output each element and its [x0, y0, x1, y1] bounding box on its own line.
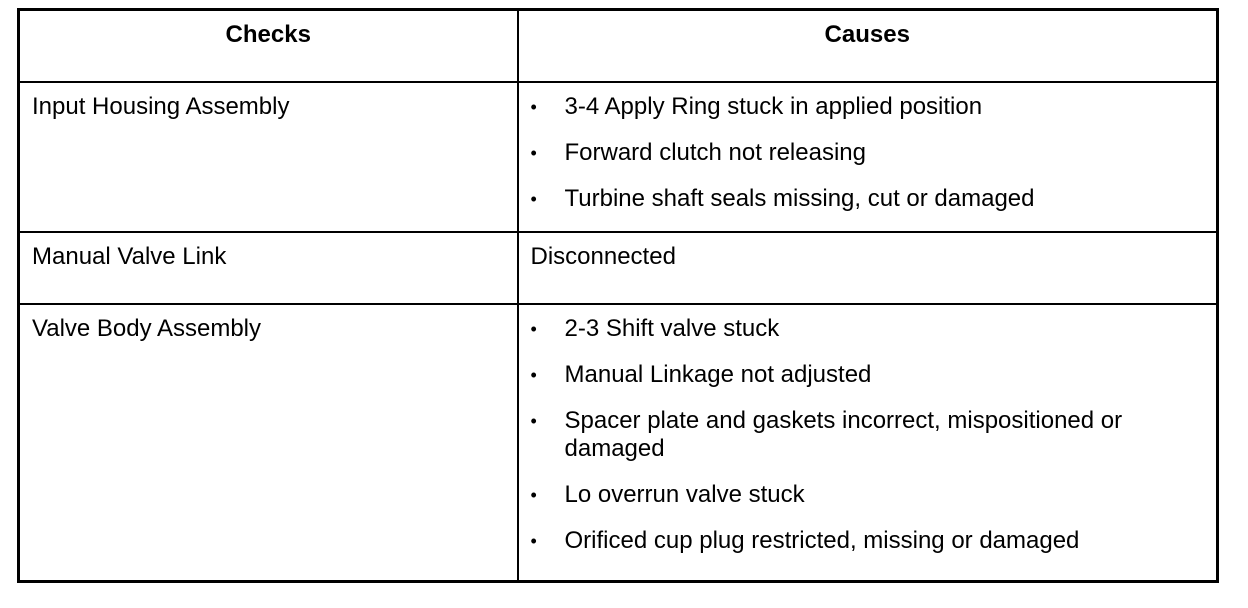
- table-header-row: [19, 10, 1218, 82]
- causes-cell: [518, 82, 1218, 232]
- check-cell: Manual Valve Link: [19, 232, 518, 304]
- cause-text: Lo overrun valve stuck: [564, 480, 805, 508]
- cause-item: [531, 481, 1217, 509]
- cause-text: 3-4 Apply Ring stuck in applied position: [564, 92, 983, 120]
- header-causes: Causes: [518, 10, 1218, 82]
- cause-item: [531, 139, 1217, 167]
- bullet-icon: •: [530, 96, 537, 117]
- bullet-icon: •: [530, 410, 537, 431]
- check-cell: Input Housing Assembly: [19, 82, 518, 232]
- cause-item: [531, 315, 1217, 343]
- bullet-icon: •: [530, 188, 537, 209]
- causes-cell: [518, 304, 1218, 582]
- check-cell: Valve Body Assembly: [19, 304, 518, 582]
- cause-item: [531, 361, 1217, 389]
- cause-text: Orificed cup plug restricted, missing or damaged: [564, 526, 1080, 554]
- table-row: [19, 82, 1218, 232]
- cause-item: [531, 185, 1217, 213]
- cause-text: Forward clutch not releasing: [564, 138, 866, 166]
- cause-text: Spacer plate and gaskets incorrect, mispositioned or damaged: [564, 406, 1123, 462]
- bullet-icon: •: [530, 318, 537, 339]
- bullet-icon: •: [530, 530, 537, 551]
- cause-text: Turbine shaft seals missing, cut or damaged: [564, 184, 1035, 212]
- causes-list: [531, 315, 1217, 555]
- checks-causes-table: [17, 8, 1219, 583]
- causes-cell: Disconnected: [518, 232, 1218, 304]
- cause-text: 2-3 Shift valve stuck: [564, 314, 780, 342]
- header-checks: Checks: [19, 10, 518, 82]
- causes-list: [531, 93, 1217, 213]
- bullet-icon: •: [530, 142, 537, 163]
- bullet-icon: •: [530, 364, 537, 385]
- cause-item: [531, 407, 1217, 463]
- cause-item: [531, 527, 1217, 555]
- cause-item: [531, 93, 1217, 121]
- table-row: [19, 304, 1218, 582]
- bullet-icon: •: [530, 484, 537, 505]
- table-row: [19, 232, 1218, 304]
- cause-text: Manual Linkage not adjusted: [564, 360, 872, 388]
